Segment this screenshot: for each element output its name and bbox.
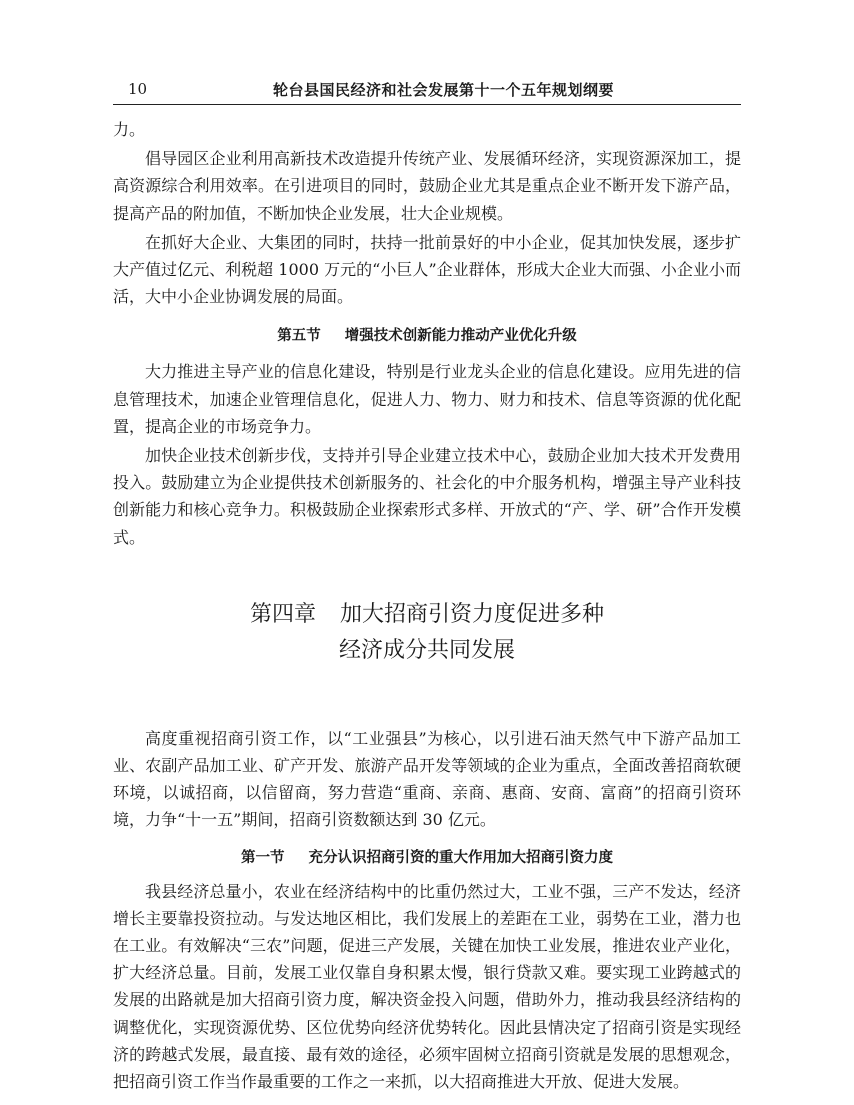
running-title: 轮台县国民经济和社会发展第十一个五年规划纲要	[273, 81, 615, 99]
section-title: 充分认识招商引资的重大作用加大招商引资力度	[308, 849, 613, 866]
chapter-title-line-2: 经济成分共同发展	[338, 637, 515, 663]
chapter-title-line-1: 第四章 加大招商引资力度促进多种	[249, 601, 605, 627]
section-title: 增强技术创新能力推动产业优化升级	[344, 328, 577, 345]
section-number: 第五节	[277, 328, 321, 345]
chapter-heading	[113, 597, 741, 669]
paragraph: 高度重视招商引资工作，以“工业强县”为核心，以引进石油天然气中下游产品加工业、农副产品加工业、矿产开发、旅游产品开发等领域的企业为重点，全面改善招商软硬环境，以诚招商，以信留商，努力营造“重商、亲商、惠商、安商、富商”的招商引资环境，力争“十一五”期间，招商引资数额达到 30 亿元。	[113, 728, 741, 830]
body-text	[113, 116, 741, 1095]
section-heading	[113, 848, 741, 868]
running-header	[113, 78, 741, 105]
section-heading	[113, 326, 741, 346]
paragraph: 倡导园区企业利用高新技术改造提升传统产业、发展循环经济，实现资源深加工，提高资源综合利用效率。在引进项目的同时，鼓励企业尤其是重点企业不断开发下游产品，提高产品的附加值，不断加快企业发展，壮大企业规模。	[113, 149, 741, 223]
paragraph: 力。	[113, 120, 146, 139]
paragraph: 我县经济总量小，农业在经济结构中的比重仍然过大，工业不强，三产不发达，经济增长主要靠投资拉动。与发达地区相比，我们发展上的差距在工业，弱势在工业，潜力也在工业。有效解决“三农”问题，促进三产发展，关键在加快工业发展，推进农业产业化，扩大经济总量。目前，发展工业仅靠自身积累太慢，银行贷款又难。要实现工业跨越式的发展的出路就是加大招商引资力度，解决资金投入问题，借助外力，推动我县经济结构的调整优化，实现资源优势、区位优势向经济优势转化。因此县情决定了招商引资是实现经济的跨越式发展，最直接、最有效的途径，必须牢固树立招商引资就是发展的思想观念，把招商引资工作当作最重要的工作之一来抓，以大招商推进大开放、促进大发展。	[113, 881, 741, 1092]
page-number: 10	[128, 80, 148, 98]
paragraph: 大力推进主导产业的信息化建设，特别是行业龙头企业的信息化建设。应用先进的信息管理技术，加速企业管理信息化，促进人力、物力、财力和技术、信息等资源的优化配置，提高企业的市场竞争力。	[113, 362, 741, 436]
paragraph: 加快企业技术创新步伐，支持并引导企业建立技术中心，鼓励企业加大技术开发费用投入。鼓励建立为企业提供技术创新服务的、社会化的中介服务机构，增强主导产业科技创新能力和核心竞争力。积极鼓励企业探索形式多样、开放式的“产、学、研”合作开发模式。	[113, 446, 741, 547]
section-number: 第一节	[241, 849, 285, 866]
chapter-number: 第四章	[249, 601, 316, 627]
paragraph: 在抓好大企业、大集团的同时，扶持一批前景好的中小企业，促其加快发展，逐步扩大产值过亿元、利税超 1000 万元的“小巨人”企业群体，形成大企业大而强、小企业小而活，大中小企业协调发展的局面。	[113, 232, 741, 307]
